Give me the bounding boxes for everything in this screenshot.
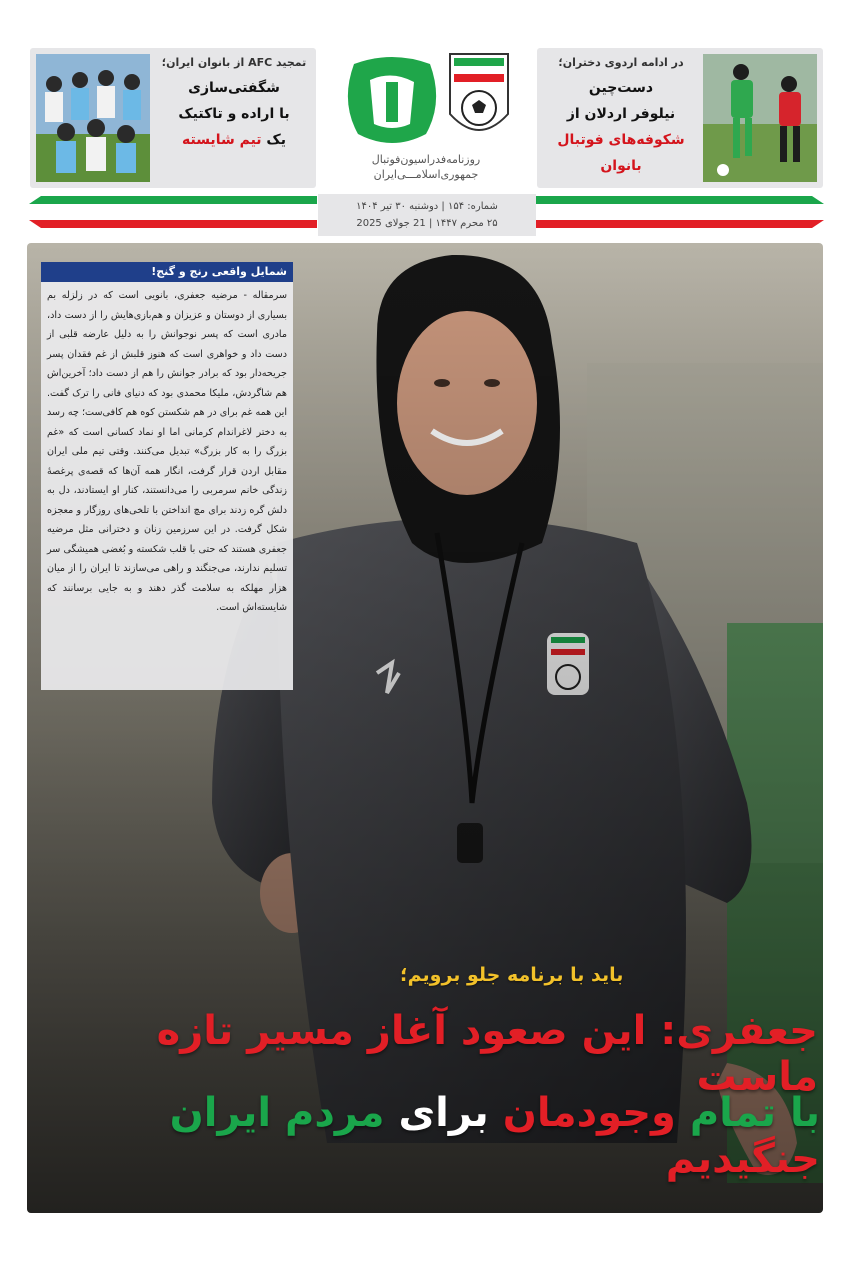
issue-number-date: شماره: ۱۵۴ | دوشنبه ۳۰ تیر ۱۴۰۴ xyxy=(356,201,498,212)
training-players-photo xyxy=(703,54,817,182)
masthead-name-line2: جمهوری‌اسلامـــی‌ایران xyxy=(373,168,479,181)
teaser-headline-plain: یک xyxy=(266,132,287,148)
issue-info xyxy=(318,194,536,236)
team-celebration-photo xyxy=(36,54,150,182)
masthead-name xyxy=(336,152,516,182)
teaser-kicker: در ادامه اردوی دختران؛ xyxy=(558,56,684,69)
sub-headline[interactable] xyxy=(30,1090,820,1182)
federation-emblem-icon xyxy=(448,52,510,146)
flag-stripe-right xyxy=(536,196,824,230)
teaser-afc-praise[interactable] xyxy=(30,48,316,188)
teaser-headline-line1: شگفتی‌سازی xyxy=(188,80,280,96)
flag-stripe-left xyxy=(29,196,317,230)
headline-kicker: باید با برنامه جلو برویم؛ xyxy=(400,964,624,986)
column-title: شمایل واقعی رنج و گنج! xyxy=(41,262,293,282)
issue-alt-dates: ۲۵ محرم ۱۴۴۷ | 21 جولای 2025 xyxy=(356,218,498,229)
teaser-headline-red: تیم شایسته xyxy=(181,132,262,148)
sub-headline-part2: وجودمان xyxy=(502,1090,676,1136)
sub-headline-part5: جنگیدیم xyxy=(665,1136,820,1182)
teaser-kicker: تمجید AFC از بانوان ایران؛ xyxy=(161,56,307,69)
masthead-name-line1: روزنامه‌فدراسیون‌فوتبال xyxy=(371,153,481,166)
teaser-girls-camp[interactable] xyxy=(537,48,823,188)
teaser-headline-line2: با اراده و تاکتیک xyxy=(178,106,290,122)
teaser-headline-line1: دست‌چین xyxy=(588,80,654,96)
newspaper-logo xyxy=(340,52,444,150)
main-headline[interactable]: جعفری: این صعود آغاز مسیر تازه ماست xyxy=(156,1008,818,1100)
teaser-headline-line2: نیلوفر اردلان از xyxy=(566,106,676,122)
sub-headline-part4: مردم ایران xyxy=(169,1090,385,1136)
teaser-headline-line3: شکوفه‌های فوتبال بانوان xyxy=(557,132,685,174)
editorial-column[interactable] xyxy=(41,262,293,690)
sub-headline-part1: با تمام xyxy=(689,1090,820,1136)
sub-headline-part3: برای xyxy=(398,1090,489,1136)
masthead[interactable] xyxy=(336,48,516,196)
column-body: سرمقاله - مرضیه جعفری، بانویی است که در زلزله بم بسیاری از دوستان و عزیزان و هم‌بازی‌هایش را از دست داد، مادری است که پسر نوجوانش را به دلیل عارضه قلبی از دست داد و خواهری است که هنوز قلبش از غم فقدان پسر جریحه‌دار بود که برادر جوانش را هم از دست داد؛ آخرین‌اش هم شاگردش، ملیکا محمدی بود که دنیای فانی را ترک گفت. این همه غم برای در هم شکستن کوه هم کافی‌ست؛ چه رسد به دختر لاغراندام کرمانی اما او نماد کسانی است که «غم بزرگ را به کار بزرگ» تبدیل می‌کنند. وقتی تیم ملی ایران مقابل اردن قرار گرفت، انگار همه آن‌ها که قصه‌ی پرغصهٔ زندگی خانم سرمربی را می‌دانستند، کنار او ایستادند، دل به دلش گره زدند برای مچ انداختن با تلخی‌های روزگار و معجزه شکل گرفت. در این سرزمین زنان و دخترانی مثل مرضیه جعفری هستند که حتی با قلب شکسته و بُغضی همیشگی سر تسلیم ندارند، می‌جنگند و راهی می‌سازند تا ایران را از میان هزار مهلکه به سلامت گذر دهند و به جایی برسانند که شایسته‌اش است. xyxy=(47,290,287,613)
teaser-headline-line3 xyxy=(154,127,314,153)
